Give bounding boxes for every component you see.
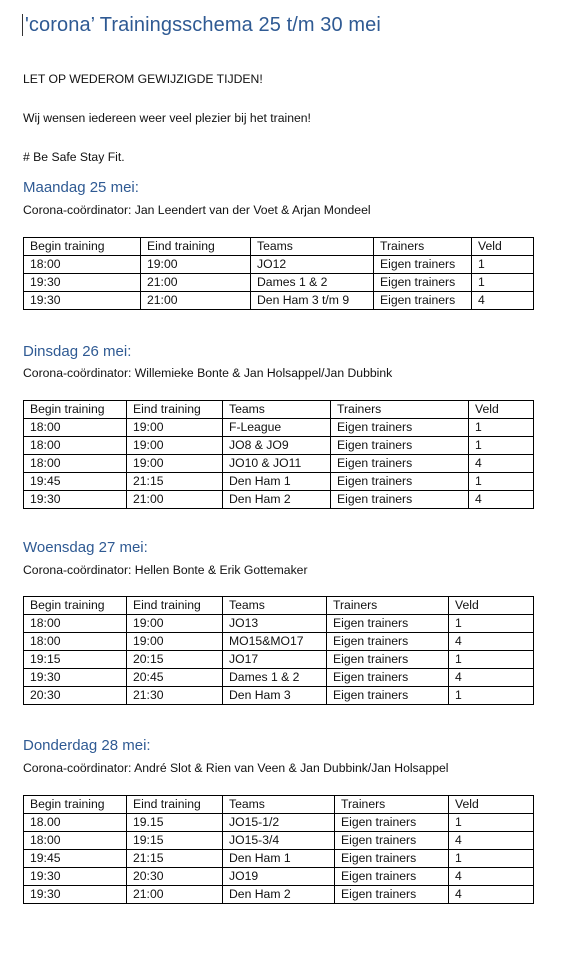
wish-text: Wij wensen iedereen weer veel plezier bij het trainen! [23, 111, 311, 125]
table-cell: 19:15 [127, 832, 223, 850]
table-cell: Eigen trainers [327, 669, 449, 687]
header-cell: Eind training [127, 597, 223, 615]
table-cell: 18:00 [24, 437, 127, 455]
table-cell: Eigen trainers [327, 687, 449, 705]
table-cell: 19:00 [127, 455, 223, 473]
table-cell: 19:15 [24, 651, 127, 669]
table-cell: 18:00 [24, 615, 127, 633]
table-cell: 1 [469, 437, 534, 455]
table-cell: Den Ham 2 [223, 886, 335, 904]
table-cell: Eigen trainers [335, 868, 449, 886]
table-cell: Den Ham 1 [223, 850, 335, 868]
day-coordinator: Corona-coördinator: Hellen Bonte & Erik Gottemaker [23, 563, 308, 577]
table-cell: 18.00 [24, 814, 127, 832]
table-cell: Eigen trainers [374, 292, 472, 310]
table-cell: 4 [469, 455, 534, 473]
header-cell: Eind training [127, 401, 223, 419]
header-cell: Veld [472, 238, 534, 256]
table-cell: 21:00 [141, 274, 251, 292]
schedule-table [23, 237, 534, 310]
table-row [24, 491, 534, 509]
table-cell: 19.15 [127, 814, 223, 832]
table-row [24, 633, 534, 651]
table-header-row [24, 401, 534, 419]
table-cell: JO10 & JO11 [223, 455, 331, 473]
day-heading: Donderdag 28 mei: [23, 737, 151, 754]
header-cell: Trainers [335, 796, 449, 814]
table-cell: F-League [223, 419, 331, 437]
table-cell: Eigen trainers [327, 633, 449, 651]
day-heading: Dinsdag 26 mei: [23, 343, 132, 360]
table-cell: Dames 1 & 2 [223, 669, 327, 687]
table-cell: 1 [449, 850, 534, 868]
table-cell: 4 [469, 491, 534, 509]
table-cell: 4 [449, 868, 534, 886]
table-cell: Eigen trainers [374, 256, 472, 274]
table-row [24, 473, 534, 491]
table-cell: 1 [469, 419, 534, 437]
table-cell: 1 [472, 274, 534, 292]
table-cell: Eigen trainers [327, 651, 449, 669]
table-cell: 1 [449, 651, 534, 669]
table-cell: Eigen trainers [374, 274, 472, 292]
table-cell: 18:00 [24, 633, 127, 651]
table-cell: 19:00 [127, 437, 223, 455]
table-cell: 4 [449, 669, 534, 687]
header-cell: Veld [469, 401, 534, 419]
table-cell: 18:00 [24, 455, 127, 473]
table-cell: Eigen trainers [335, 886, 449, 904]
table-cell: 4 [449, 633, 534, 651]
header-cell: Teams [223, 796, 335, 814]
table-row [24, 814, 534, 832]
table-cell: Dames 1 & 2 [251, 274, 374, 292]
table-cell: 19:00 [127, 615, 223, 633]
table-row [24, 615, 534, 633]
table-cell: Eigen trainers [331, 455, 469, 473]
table-cell: 1 [469, 473, 534, 491]
table-cell: 18:00 [24, 256, 141, 274]
table-header-row [24, 238, 534, 256]
table-cell: 19:00 [141, 256, 251, 274]
table-cell: Eigen trainers [327, 615, 449, 633]
table-cell: 19:30 [24, 491, 127, 509]
table-row [24, 868, 534, 886]
schedule-table [23, 596, 534, 705]
table-cell: Eigen trainers [335, 832, 449, 850]
table-cell: JO13 [223, 615, 327, 633]
table-cell: JO12 [251, 256, 374, 274]
table-cell: Den Ham 3 [223, 687, 327, 705]
table-row [24, 274, 534, 292]
day-heading: Woensdag 27 mei: [23, 539, 148, 556]
table-cell: 18:00 [24, 832, 127, 850]
table-cell: JO19 [223, 868, 335, 886]
table-cell: Eigen trainers [331, 437, 469, 455]
table-cell: 1 [449, 687, 534, 705]
table-cell: 19:45 [24, 473, 127, 491]
table-cell: 19:30 [24, 292, 141, 310]
header-cell: Trainers [374, 238, 472, 256]
table-cell: Eigen trainers [335, 814, 449, 832]
table-cell: Eigen trainers [331, 473, 469, 491]
table-cell: 19:30 [24, 274, 141, 292]
table-cell: Den Ham 2 [223, 491, 331, 509]
header-cell: Trainers [327, 597, 449, 615]
table-cell: 4 [449, 832, 534, 850]
day-coordinator: Corona-coördinator: Willemieke Bonte & Jan Holsappel/Jan Dubbink [23, 366, 393, 380]
hashtag-text: # Be Safe Stay Fit. [23, 150, 125, 164]
header-cell: Teams [251, 238, 374, 256]
table-cell: MO15&MO17 [223, 633, 327, 651]
table-cell: JO17 [223, 651, 327, 669]
table-cell: 20:45 [127, 669, 223, 687]
table-cell: 19:00 [127, 633, 223, 651]
table-row [24, 850, 534, 868]
table-row [24, 455, 534, 473]
header-cell: Begin training [24, 401, 127, 419]
schedule-table [23, 400, 534, 509]
table-cell: 19:30 [24, 669, 127, 687]
table-row [24, 832, 534, 850]
table-cell: 4 [472, 292, 534, 310]
table-row [24, 419, 534, 437]
table-cell: Den Ham 3 t/m 9 [251, 292, 374, 310]
table-cell: JO15-1/2 [223, 814, 335, 832]
table-row [24, 669, 534, 687]
table-cell: 20:15 [127, 651, 223, 669]
table-header-row [24, 796, 534, 814]
table-cell: 19:30 [24, 868, 127, 886]
table-cell: 1 [449, 814, 534, 832]
table-cell: 19:45 [24, 850, 127, 868]
table-cell: Eigen trainers [335, 850, 449, 868]
table-row [24, 886, 534, 904]
header-cell: Eind training [127, 796, 223, 814]
table-cell: 20:30 [24, 687, 127, 705]
table-header-row [24, 597, 534, 615]
day-coordinator: Corona-coördinator: André Slot & Rien van Veen & Jan Dubbink/Jan Holsappel [23, 761, 449, 775]
header-cell: Begin training [24, 597, 127, 615]
table-cell: JO8 & JO9 [223, 437, 331, 455]
table-cell: JO15-3/4 [223, 832, 335, 850]
table-cell: Eigen trainers [331, 491, 469, 509]
header-cell: Teams [223, 401, 331, 419]
table-cell: 21:30 [127, 687, 223, 705]
table-cell: 19:30 [24, 886, 127, 904]
table-cell: 1 [449, 615, 534, 633]
table-row [24, 651, 534, 669]
table-cell: 21:00 [127, 491, 223, 509]
table-cell: 19:00 [127, 419, 223, 437]
table-cell: 21:15 [127, 473, 223, 491]
text-cursor [22, 14, 23, 36]
header-cell: Begin training [24, 238, 141, 256]
notice-text: LET OP WEDEROM GEWIJZIGDE TIJDEN! [23, 72, 263, 86]
day-heading: Maandag 25 mei: [23, 179, 139, 196]
header-cell: Begin training [24, 796, 127, 814]
table-row [24, 687, 534, 705]
table-cell: 21:15 [127, 850, 223, 868]
table-cell: 1 [472, 256, 534, 274]
header-cell: Veld [449, 597, 534, 615]
table-cell: 21:00 [141, 292, 251, 310]
header-cell: Veld [449, 796, 534, 814]
header-cell: Trainers [331, 401, 469, 419]
table-row [24, 437, 534, 455]
table-cell: 18:00 [24, 419, 127, 437]
table-row [24, 292, 534, 310]
document-title: 'corona’ Trainingsschema 25 t/m 30 mei [25, 14, 381, 36]
table-cell: 21:00 [127, 886, 223, 904]
header-cell: Eind training [141, 238, 251, 256]
day-coordinator: Corona-coördinator: Jan Leendert van der Voet & Arjan Mondeel [23, 203, 371, 217]
table-cell: Den Ham 1 [223, 473, 331, 491]
schedule-table [23, 795, 534, 904]
table-cell: Eigen trainers [331, 419, 469, 437]
header-cell: Teams [223, 597, 327, 615]
table-row [24, 256, 534, 274]
table-cell: 20:30 [127, 868, 223, 886]
table-cell: 4 [449, 886, 534, 904]
